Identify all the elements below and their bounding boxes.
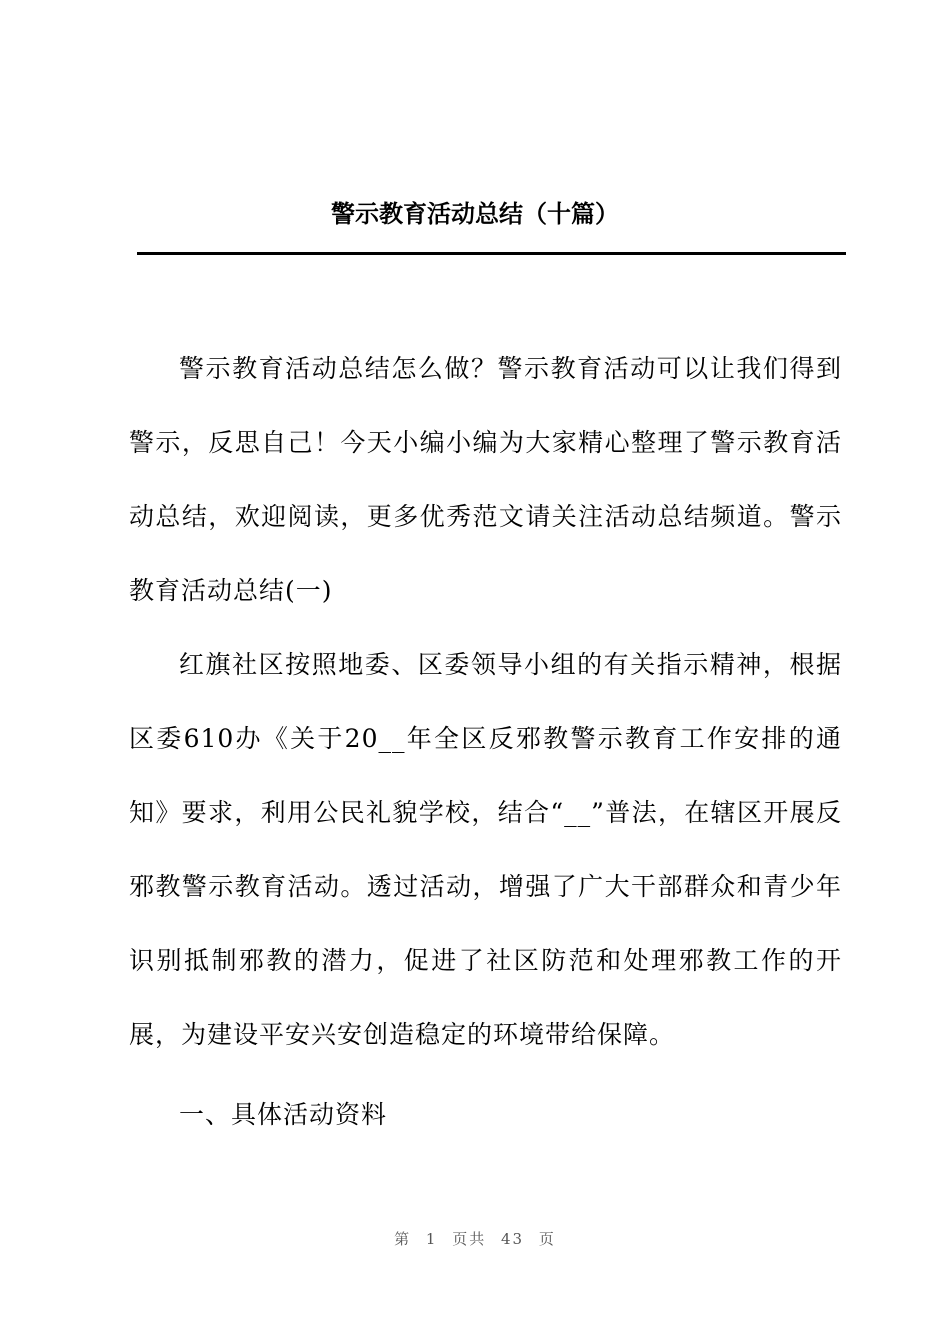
paragraph-text: 红旗社区按照地委、区委领导小组的有关指示精神，根据区委610办《关于20__年全区反邪教警示教育工作安排的通知》要求，利用公民礼貌学校，结合“__”普法，在辖区开展反邪教警示教育活动。透过活动，增强了广大干部群众和青少年识别抵制邪教的潜力，促进了社区防范和处理邪教工作的开展，为建设平安兴安创造稳定的环境带给保障。 xyxy=(129,650,842,1049)
paragraph-intro xyxy=(129,332,842,628)
document-title: 警示教育活动总结（十篇） xyxy=(331,200,619,228)
page-footer: 第 1 页共 43 页 xyxy=(394,1230,556,1248)
section-heading xyxy=(129,1078,842,1152)
paragraph-text: 警示教育活动总结怎么做？警示教育活动可以让我们得到警示，反思自己！今天小编小编为大家精心整理了警示教育活动总结，欢迎阅读，更多优秀范文请关注活动总结频道。警示教育活动总结(一) xyxy=(129,354,842,605)
section-heading-text: 一、具体活动资料 xyxy=(179,1100,388,1129)
title-underline xyxy=(137,252,846,255)
paragraph-body xyxy=(129,628,842,1072)
